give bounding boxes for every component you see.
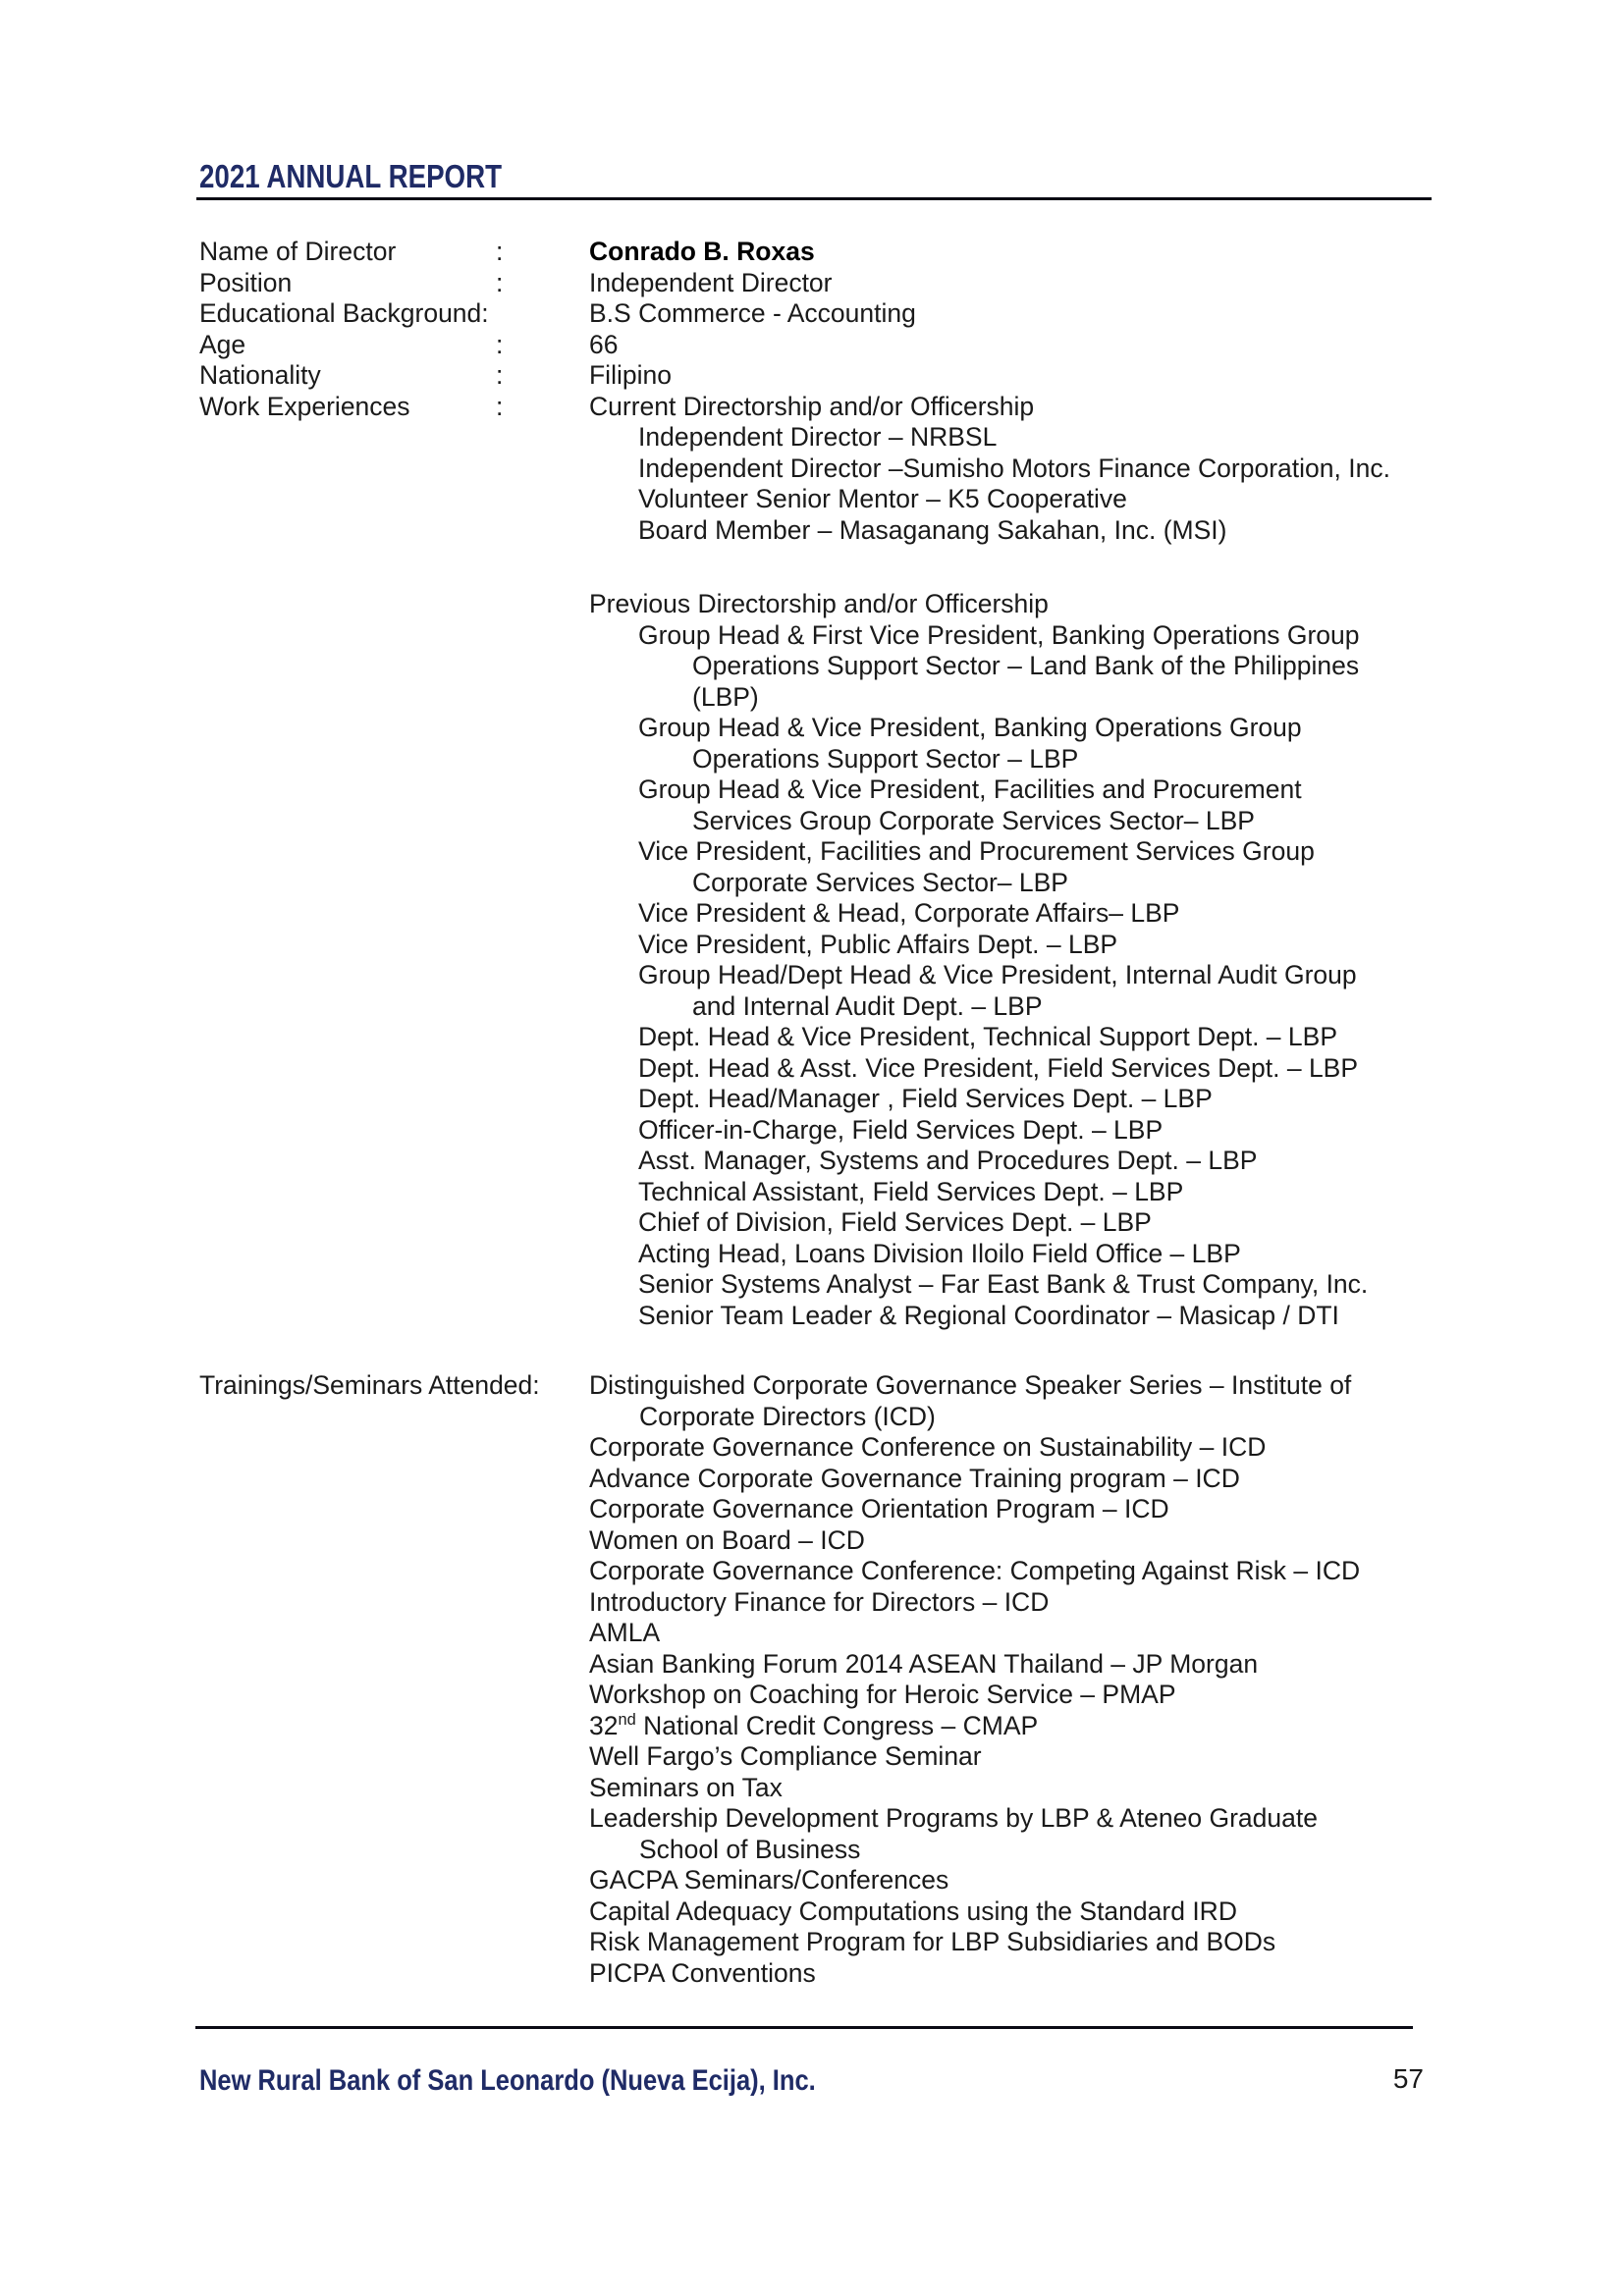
list-item: [589, 1958, 1476, 1990]
list-item: [589, 1432, 1476, 1464]
age-value: 66: [589, 329, 619, 359]
list-item: [589, 1370, 1476, 1432]
field-label: Position: [199, 267, 293, 297]
list-item: [589, 1525, 1476, 1557]
list-item: [199, 1022, 1476, 1053]
field-colon: :: [496, 267, 504, 297]
item-line: Group Head & First Vice President, Banking Operations Group: [638, 619, 1360, 650]
page-number: 57: [1392, 2063, 1424, 2094]
field-colon: :: [496, 237, 504, 266]
list-item: [589, 1711, 1476, 1742]
list-item: [589, 1556, 1476, 1587]
field-colon: [496, 298, 589, 330]
trainings-list: [589, 1370, 1476, 1989]
field-colon: :: [496, 391, 504, 421]
item-line: Volunteer Senior Mentor – K5 Cooperative: [638, 484, 1127, 513]
previous-directorship-list: [199, 620, 1476, 1332]
footer-bank-name: New Rural Bank of San Leonardo (Nueva Ecija), Inc.: [199, 2064, 816, 2097]
list-item: [589, 1680, 1476, 1711]
list-item: [199, 1207, 1476, 1239]
list-item: [589, 1896, 1476, 1928]
list-item: [199, 1239, 1476, 1270]
list-item: [199, 960, 1476, 1022]
item-line: Capital Adequacy Computations using the Standard IRD: [589, 1896, 1237, 1926]
wrapped-line: Corporate Services Sector– LBP: [692, 867, 1068, 897]
item-line: Independent Director – NRBSL: [638, 422, 998, 452]
list-item: [199, 454, 1476, 485]
wrapped-line: and Internal Audit Dept. – LBP: [692, 990, 1043, 1021]
item-line: Group Head/Dept Head & Vice President, Internal Audit Group: [638, 960, 1357, 989]
list-item: [199, 422, 1476, 454]
page-footer: [199, 2064, 1424, 2097]
item-line: Senior Systems Analyst – Far East Bank & Trust Company, Inc.: [638, 1269, 1369, 1299]
list-item: [199, 898, 1476, 930]
item-line: Group Head & Vice President, Banking Operations Group: [638, 713, 1302, 742]
item-line: Risk Management Program for LBP Subsidiaries and BODs: [589, 1927, 1276, 1956]
item-line: Advance Corporate Governance Training program – ICD: [589, 1463, 1240, 1493]
list-item: [589, 1927, 1476, 1958]
list-item: [589, 1587, 1476, 1619]
list-item: [199, 774, 1476, 836]
position-value: Independent Director: [589, 267, 833, 297]
item-line: Corporate Governance Conference: Competing Against Risk – ICD: [589, 1556, 1361, 1585]
item-line: Asian Banking Forum 2014 ASEAN Thailand – JP Morgan: [589, 1648, 1259, 1679]
list-item: [589, 1741, 1476, 1773]
wrapped-line: Operations Support Sector – Land Bank of the Philippines: [692, 651, 1360, 680]
item-line: Leadership Development Programs by LBP & Ateneo Graduate: [589, 1803, 1318, 1833]
list-item: [199, 1084, 1476, 1115]
wrapped-line: Operations Support Sector – LBP: [692, 743, 1079, 774]
list-item: [199, 484, 1476, 515]
wrapped-line: (LBP): [692, 681, 759, 712]
trainings-label: Trainings/Seminars Attended:: [199, 1370, 540, 1400]
list-item: [199, 1269, 1476, 1301]
item-line: Technical Assistant, Field Services Dept. – LBP: [638, 1176, 1184, 1206]
info-row-name: [199, 237, 1476, 268]
list-item: [589, 1494, 1476, 1525]
item-line: Women on Board – ICD: [589, 1524, 865, 1555]
wrapped-line: Services Group Corporate Services Sector– LBP: [692, 805, 1255, 835]
current-directorship-heading: Current Directorship and/or Officership: [589, 391, 1035, 421]
section-gap: [199, 546, 1476, 589]
info-row-position: [199, 268, 1476, 299]
field-label: Nationality: [199, 360, 321, 390]
field-label: Educational Background:: [199, 298, 489, 328]
item-line: Corporate Governance Conference on Sustainability – ICD: [589, 1432, 1267, 1462]
list-item: [199, 1115, 1476, 1147]
list-item: [199, 620, 1476, 714]
trainings-section: [199, 1370, 1476, 1989]
item-line: Dept. Head & Vice President, Technical Support Dept. – LBP: [638, 1022, 1337, 1051]
field-colon: :: [496, 360, 504, 390]
previous-directorship-heading: Previous Directorship and/or Officership: [589, 589, 1049, 618]
item-line: Vice President, Facilities and Procurement Services Group: [638, 836, 1315, 866]
list-item: [199, 713, 1476, 774]
item-line: Seminars on Tax: [589, 1772, 783, 1802]
field-label: Work Experiences: [199, 391, 410, 421]
education-value: B.S Commerce - Accounting: [589, 298, 916, 328]
nationality-value: Filipino: [589, 360, 672, 390]
item-line: Group Head & Vice President, Facilities and Procurement: [638, 774, 1302, 804]
info-row-work-experiences: [199, 392, 1476, 423]
list-item: [589, 1649, 1476, 1681]
section-gap: [199, 1331, 1476, 1370]
current-directorship-list: [199, 422, 1476, 546]
page-content: [199, 237, 1476, 1989]
item-line: GACPA Seminars/Conferences: [589, 1865, 949, 1895]
footer-divider: [195, 2026, 1413, 2029]
field-label: Age: [199, 329, 246, 359]
list-item: [199, 930, 1476, 961]
info-row-nationality: [199, 360, 1476, 392]
list-item: [589, 1803, 1476, 1865]
item-line: Vice President & Head, Corporate Affairs– LBP: [638, 898, 1180, 928]
info-row-age: [199, 330, 1476, 361]
list-item: [199, 1301, 1476, 1332]
item-line: Corporate Governance Orientation Program – ICD: [589, 1494, 1169, 1523]
item-line: Distinguished Corporate Governance Speaker Series – Institute of: [589, 1370, 1352, 1400]
item-line: AMLA: [589, 1618, 661, 1647]
item-line: Senior Team Leader & Regional Coordinator – Masicap / DTI: [638, 1300, 1339, 1330]
item-line: Workshop on Coaching for Heroic Service – PMAP: [589, 1680, 1176, 1709]
field-colon: :: [496, 329, 504, 359]
item-line: Officer-in-Charge, Field Services Dept. – LBP: [638, 1114, 1164, 1145]
list-item: [199, 1177, 1476, 1208]
item-line: Vice President, Public Affairs Dept. – LBP: [638, 929, 1118, 959]
list-item: [199, 1146, 1476, 1177]
director-name-value: Conrado B. Roxas: [589, 237, 815, 266]
list-item: [589, 1618, 1476, 1649]
list-item: [589, 1865, 1476, 1896]
list-item: [589, 1773, 1476, 1804]
wrapped-line: Corporate Directors (ICD): [639, 1401, 936, 1431]
item-line: Chief of Division, Field Services Dept. – LBP: [638, 1207, 1152, 1237]
item-line: Introductory Finance for Directors – ICD: [589, 1586, 1050, 1617]
list-item: [199, 836, 1476, 898]
item-line: Board Member – Masaganang Sakahan, Inc. (MSI): [638, 514, 1227, 545]
field-label: Name of Director: [199, 237, 397, 266]
header-divider: [196, 197, 1432, 200]
list-item: [199, 1053, 1476, 1085]
item-line: PICPA Conventions: [589, 1957, 816, 1988]
item-line: Dept. Head & Asst. Vice President, Field Services Dept. – LBP: [638, 1052, 1359, 1083]
list-item: [589, 1464, 1476, 1495]
item-line: Dept. Head/Manager , Field Services Dept. – LBP: [638, 1084, 1213, 1113]
info-row-education: [199, 298, 1476, 330]
item-line: Asst. Manager, Systems and Procedures Dept. – LBP: [638, 1146, 1258, 1175]
item-line: Well Fargo’s Compliance Seminar: [589, 1741, 982, 1771]
item-line: 32nd National Credit Congress – CMAP: [589, 1710, 1039, 1740]
wrapped-line: School of Business: [639, 1834, 861, 1864]
list-item: [199, 515, 1476, 547]
report-title: 2021 ANNUAL REPORT: [199, 158, 503, 194]
item-line: Acting Head, Loans Division Iloilo Field Office – LBP: [638, 1238, 1241, 1268]
item-line: Independent Director –Sumisho Motors Finance Corporation, Inc.: [638, 453, 1390, 483]
